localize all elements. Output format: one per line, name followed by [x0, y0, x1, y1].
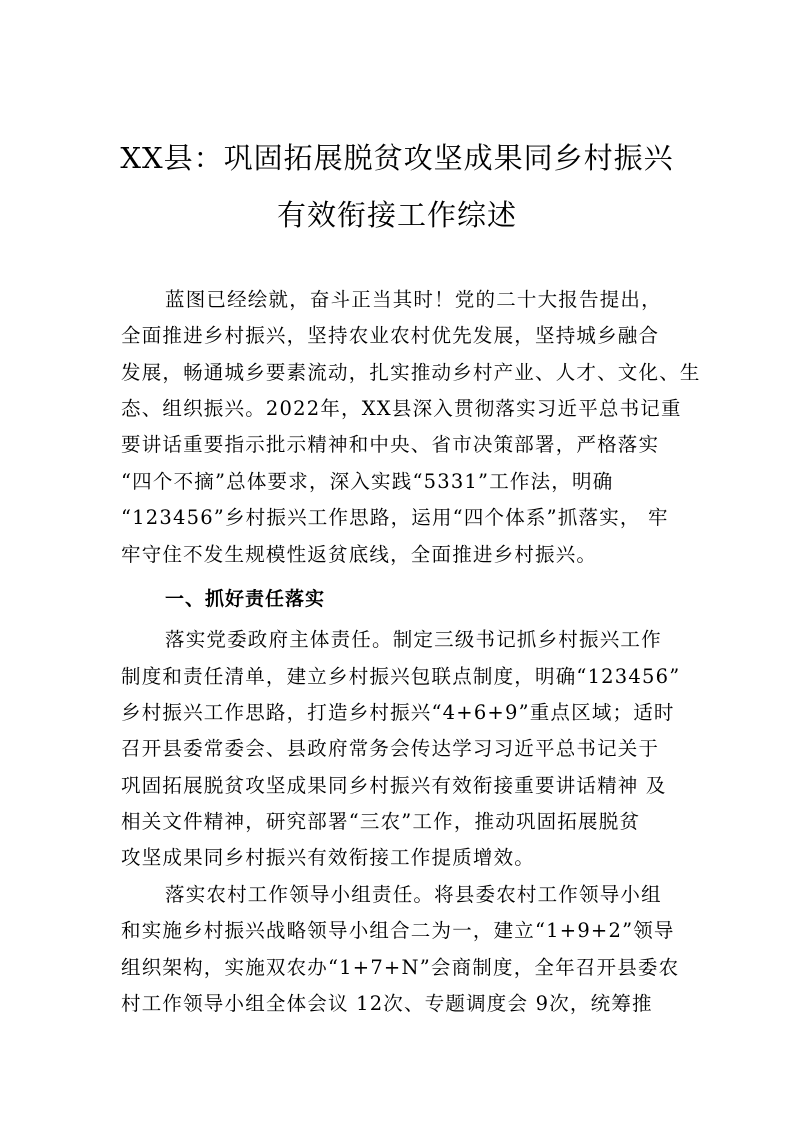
paragraph-3-line-1: 落实农村工作领导小组责任。将县委农村工作领导小组: [165, 883, 662, 906]
paragraph-2-line-2: 制度和责任清单，建立乡村振兴包联点制度，明确“123456”: [121, 665, 681, 688]
paragraph-1-line-8: 牢守住不发生规模性返贫底线，全面推进乡村振兴。: [121, 543, 598, 566]
paragraph-2-line-1: 落实党委政府主体责任。制定三级书记抓乡村振兴工作: [165, 628, 662, 651]
document-title-line-2: 有效衔接工作综述: [276, 198, 517, 232]
paragraph-3-line-4: 村工作领导小组全体会议 12次、专题调度会 9次，统筹推: [121, 992, 653, 1015]
paragraph-1-line-7: “123456”乡村振兴工作思路，运用“四个体系”抓落实， 牢: [121, 506, 669, 529]
paragraph-3-line-2: 和实施乡村振兴战略领导小组合二为一，建立“1+9+2”领导: [121, 919, 675, 942]
paragraph-1-line-2: 全面推进乡村振兴，坚持农业农村优先发展，坚持城乡融合: [121, 324, 660, 347]
paragraph-3-line-3: 组织架构，实施双农办“1+7+N”会商制度，全年召开县委农: [121, 956, 680, 979]
document-title-line-1: XX县：巩固拓展脱贫攻坚成果同乡村振兴: [120, 141, 674, 175]
paragraph-2-line-3: 乡村振兴工作思路，打造乡村振兴“4+6+9”重点区域；适时: [121, 701, 675, 724]
paragraph-2-line-5: 巩固拓展脱贫攻坚成果同乡村振兴有效衔接重要讲话精神 及: [121, 774, 667, 797]
paragraph-2-line-6: 相关文件精神，研究部署“三农”工作，推动巩固拓展脱贫: [121, 810, 641, 833]
paragraph-2-line-7: 攻坚成果同乡村振兴有效衔接工作提质增效。: [121, 846, 536, 869]
paragraph-1-line-5: 要讲话重要指示批示精神和中央、省市决策部署，严格落实: [121, 433, 660, 456]
paragraph-1-line-1: 蓝图已经绘就，奋斗正当其时！党的二十大报告提出，: [165, 288, 662, 311]
paragraph-1-line-4: 态、组织振兴。2022年，XX县深入贯彻落实习近平总书记重: [121, 397, 682, 420]
paragraph-1-line-6: “四个不摘”总体要求，深入实践“5331”工作法，明确: [121, 470, 614, 493]
paragraph-1-line-3: 发展，畅通城乡要素流动，扎实推动乡村产业、人才、文化、生: [121, 361, 701, 384]
section-heading-1: 一、抓好责任落实: [165, 588, 326, 610]
paragraph-2-line-4: 召开县委常委会、县政府常务会传达学习习近平总书记关于: [121, 737, 660, 760]
